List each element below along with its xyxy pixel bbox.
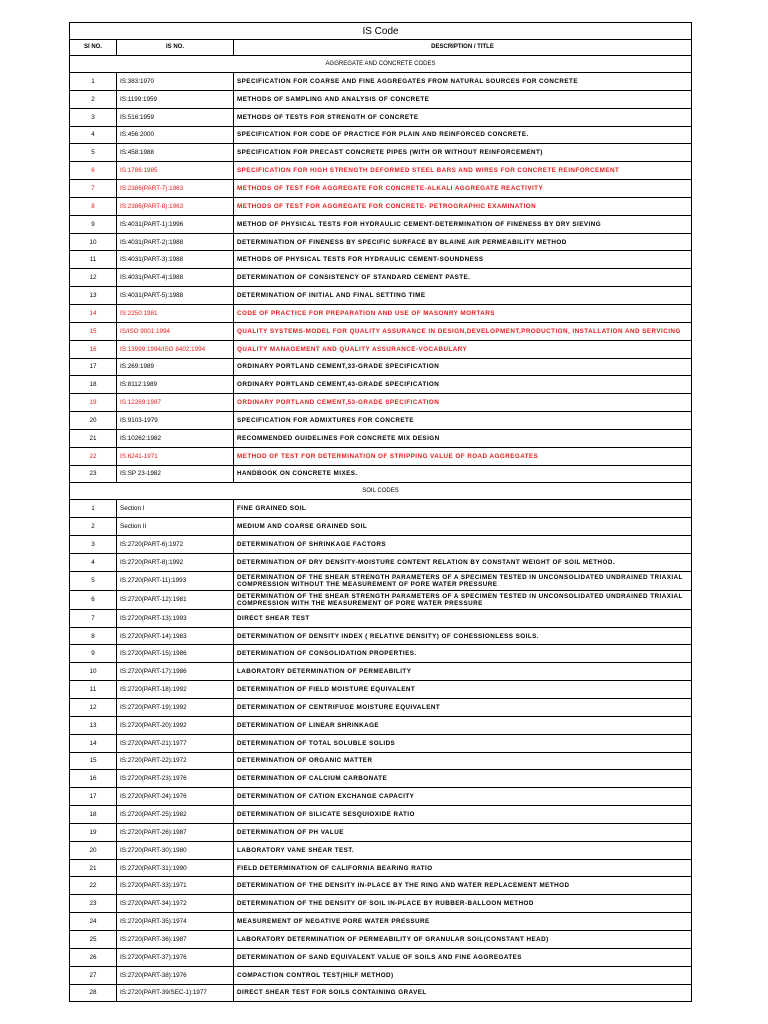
cell-description: DETERMINATION OF DENSITY INDEX ( RELATIVE DENSITY) OF COHESSIONLESS SOILS. [234, 627, 692, 645]
table-row [70, 627, 692, 645]
cell-description: METHODS OF SAMPLING AND ANALYSIS OF CONCRETE [234, 90, 692, 108]
cell-is-no: IS:9103-1979 [117, 412, 234, 430]
cell-is-no: IS:6241-1971 [117, 447, 234, 465]
table-row [70, 126, 692, 144]
cell-is-no: IS:2720(PART-6):1972 [117, 536, 234, 554]
cell-description: DETERMINATION OF SILICATE SESQUIOXIDE RATIO [234, 806, 692, 824]
table-row [70, 841, 692, 859]
cell-description: METHODS OF TEST FOR AGGREGATE FOR CONCRETE- PETROGRAPHIC EXAMINATION [234, 197, 692, 215]
cell-sl-no: 24 [70, 913, 117, 931]
table-row [70, 322, 692, 340]
cell-description: SPECIFICATION FOR CODE OF PRACTICE FOR PLAIN AND REINFORCED CONCRETE. [234, 126, 692, 144]
cell-sl-no: 23 [70, 895, 117, 913]
cell-sl-no: 13 [70, 287, 117, 305]
cell-is-no: IS:4031(PART-4):1988 [117, 269, 234, 287]
cell-is-no: IS:2720(PART-38):1976 [117, 966, 234, 984]
cell-description: CODE OF PRACTICE FOR PREPARATION AND USE OF MASONRY MORTARS [234, 304, 692, 322]
cell-description: LABORATORY VANE SHEAR TEST. [234, 841, 692, 859]
cell-sl-no: 22 [70, 877, 117, 895]
cell-description: DETERMINATION OF CONSISTENCY OF STANDARD CEMENT PASTE. [234, 269, 692, 287]
cell-sl-no: 1 [70, 500, 117, 518]
cell-description: DETERMINATION OF CENTRIFUGE MOISTURE EQUIVALENT [234, 699, 692, 717]
cell-sl-no: 5 [70, 144, 117, 162]
cell-description: DETERMINATION OF THE DENSITY OF SOIL IN-PLACE BY RUBBER-BALLOON METHOD [234, 895, 692, 913]
cell-sl-no: 15 [70, 322, 117, 340]
table-row [70, 233, 692, 251]
cell-sl-no: 10 [70, 663, 117, 681]
table-row [70, 108, 692, 126]
table-row [70, 500, 692, 518]
cell-is-no: IS:2720(PART-13):1993 [117, 609, 234, 627]
cell-description: SPECIFICATION FOR ADMIXTURES FOR CONCRETE [234, 412, 692, 430]
table-row [70, 895, 692, 913]
cell-is-no: IS:2720(PART-24):1976 [117, 788, 234, 806]
cell-is-no: IS:2720(PART-14):1983 [117, 627, 234, 645]
cell-sl-no: 7 [70, 180, 117, 198]
cell-is-no: IS:2720(PART-30):1980 [117, 841, 234, 859]
table-row [70, 571, 692, 590]
table-row [70, 609, 692, 627]
cell-is-no: IS:2720(PART-12):1981 [117, 590, 234, 609]
title-row [70, 23, 692, 40]
cell-sl-no: 20 [70, 841, 117, 859]
cell-is-no: IS:8112:1989 [117, 376, 234, 394]
table-row [70, 412, 692, 430]
table-row [70, 376, 692, 394]
cell-sl-no: 23 [70, 465, 117, 483]
page-title: IS Code [70, 23, 692, 40]
cell-description: QUALITY MANAGEMENT AND QUALITY ASSURANCE-VOCABULARY [234, 340, 692, 358]
cell-is-no: Section II [117, 518, 234, 536]
cell-description: MEDIUM AND COARSE GRAINED SOIL [234, 518, 692, 536]
cell-description: RECOMMENDED GUIDELINES FOR CONCRETE MIX DESIGN [234, 429, 692, 447]
cell-is-no: IS:4031(PART-5):1988 [117, 287, 234, 305]
cell-sl-no: 6 [70, 590, 117, 609]
is-code-table [69, 22, 692, 1002]
table-row [70, 197, 692, 215]
table-row [70, 590, 692, 609]
cell-sl-no: 19 [70, 823, 117, 841]
cell-description: DETERMINATION OF FINENESS BY SPECIFIC SURFACE BY BLAINE AIR PERMEABILITY METHOD [234, 233, 692, 251]
cell-sl-no: 19 [70, 394, 117, 412]
cell-sl-no: 12 [70, 699, 117, 717]
header-row [70, 40, 692, 56]
cell-description: DETERMINATION OF DRY DENSITY-MOISTURE CONTENT RELATION BY CONSTANT WEIGHT OF SOIL METHOD. [234, 553, 692, 571]
table-row [70, 752, 692, 770]
cell-sl-no: 8 [70, 197, 117, 215]
cell-sl-no: 7 [70, 609, 117, 627]
cell-description: DETERMINATION OF CALCIUM CARBONATE [234, 770, 692, 788]
table-row [70, 948, 692, 966]
table-row [70, 966, 692, 984]
cell-sl-no: 21 [70, 429, 117, 447]
cell-sl-no: 4 [70, 126, 117, 144]
table-row [70, 770, 692, 788]
cell-sl-no: 14 [70, 734, 117, 752]
cell-is-no: IS/ISO 9001:1994 [117, 322, 234, 340]
cell-description: DETERMINATION OF PH VALUE [234, 823, 692, 841]
section-title: AGGREGATE AND CONCRETE CODES [70, 56, 692, 73]
col-header-sl-no: Sl NO. [70, 40, 117, 56]
cell-is-no: IS:458:1988 [117, 144, 234, 162]
table-row [70, 536, 692, 554]
cell-sl-no: 17 [70, 358, 117, 376]
cell-is-no: IS:2720(PART-26):1987 [117, 823, 234, 841]
cell-description: DETERMINATION OF THE SHEAR STRENGTH PARAMETERS OF A SPECIMEN TESTED IN UNCONSOLIDATED UNDRAINED TRIAXIAL COMPRESSION WITHOUT THE MEASUREMENT OF PORE WATER PRESSURE [234, 571, 692, 590]
table-row [70, 269, 692, 287]
cell-description: LABORATORY DETERMINATION OF PERMEABILITY [234, 663, 692, 681]
cell-sl-no: 6 [70, 162, 117, 180]
cell-sl-no: 21 [70, 859, 117, 877]
cell-sl-no: 5 [70, 571, 117, 590]
section-header-row [70, 56, 692, 73]
cell-is-no: IS:2386(PART-8):1963 [117, 197, 234, 215]
cell-is-no: IS:1199:1959 [117, 90, 234, 108]
cell-description: DETERMINATION OF TOTAL SOLUBLE SOLIDS [234, 734, 692, 752]
cell-description: SPECIFICATION FOR HIGH STRENGTH DEFORMED STEEL BARS AND WIRES FOR CONCRETE REINFORCEMENT [234, 162, 692, 180]
cell-description: DETERMINATION OF FIELD MOISTURE EQUIVALENT [234, 681, 692, 699]
cell-sl-no: 12 [70, 269, 117, 287]
cell-is-no: IS:4031(PART-1):1996 [117, 215, 234, 233]
table-row [70, 681, 692, 699]
cell-sl-no: 8 [70, 627, 117, 645]
cell-is-no: IS:2720(PART-33):1971 [117, 877, 234, 895]
cell-is-no: IS:2720(PART-19):1992 [117, 699, 234, 717]
cell-description: DETERMINATION OF INITIAL AND FINAL SETTING TIME [234, 287, 692, 305]
cell-is-no: IS:2720(PART-8):1992 [117, 553, 234, 571]
cell-description: DETERMINATION OF LINEAR SHRINKAGE [234, 716, 692, 734]
cell-description: LABORATORY DETERMINATION OF PERMEABILITY OF GRANULAR SOIL(CONSTANT HEAD) [234, 930, 692, 948]
table-row [70, 699, 692, 717]
cell-sl-no: 16 [70, 770, 117, 788]
section-header-row [70, 483, 692, 500]
cell-sl-no: 3 [70, 108, 117, 126]
table-row [70, 788, 692, 806]
table-row [70, 447, 692, 465]
cell-is-no: IS:2720(PART-18):1992 [117, 681, 234, 699]
cell-sl-no: 28 [70, 984, 117, 1002]
col-header-is-no: IS NO. [117, 40, 234, 56]
cell-is-no: IS:2250:1981 [117, 304, 234, 322]
col-header-description: DESCRIPTION / TITLE [234, 40, 692, 56]
cell-description: SPECIFICATION FOR PRECAST CONCRETE PIPES (WITH OR WITHOUT REINFORCEMENT) [234, 144, 692, 162]
cell-is-no: IS:2720(PART-22):1972 [117, 752, 234, 770]
table-row [70, 734, 692, 752]
cell-sl-no: 3 [70, 536, 117, 554]
table-row [70, 340, 692, 358]
cell-sl-no: 14 [70, 304, 117, 322]
cell-is-no: IS:SP 23-1982 [117, 465, 234, 483]
cell-description: ORDINARY PORTLAND CEMENT,33-GRADE SPECIFICATION [234, 358, 692, 376]
cell-is-no: IS:2720(PART-11):1993 [117, 571, 234, 590]
table-row [70, 518, 692, 536]
cell-is-no: IS:2720(PART-25):1982 [117, 806, 234, 824]
table-row [70, 144, 692, 162]
cell-is-no: IS:2386(PART-7):1963 [117, 180, 234, 198]
table-row [70, 162, 692, 180]
cell-is-no: IS:2720(PART-35):1974 [117, 913, 234, 931]
cell-is-no: IS:2720(PART-36):1987 [117, 930, 234, 948]
cell-sl-no: 15 [70, 752, 117, 770]
cell-sl-no: 13 [70, 716, 117, 734]
cell-is-no: IS:13999:1994/ISO 8402:1994 [117, 340, 234, 358]
cell-sl-no: 18 [70, 376, 117, 394]
cell-sl-no: 10 [70, 233, 117, 251]
cell-sl-no: 9 [70, 645, 117, 663]
table-row [70, 394, 692, 412]
cell-description: METHODS OF PHYSICAL TESTS FOR HYDRAULIC CEMENT-SOUNDNESS [234, 251, 692, 269]
cell-is-no: IS:4031(PART-2):1988 [117, 233, 234, 251]
cell-description: METHOD OF TEST FOR DETERMINATION OF STRIPPING VALUE OF ROAD AGGREGATES [234, 447, 692, 465]
cell-description: FIELD DETERMINATION OF CALIFORNIA BEARING RATIO [234, 859, 692, 877]
table-row [70, 287, 692, 305]
cell-sl-no: 26 [70, 948, 117, 966]
cell-is-no: IS:1786:1985 [117, 162, 234, 180]
cell-is-no: IS:12269:1987 [117, 394, 234, 412]
cell-description: COMPACTION CONTROL TEST(HILF METHOD) [234, 966, 692, 984]
table-row [70, 877, 692, 895]
cell-is-no: IS:2720(PART-34):1972 [117, 895, 234, 913]
cell-description: DETERMINATION OF SAND EQUIVALENT VALUE OF SOILS AND FINE AGGREGATES [234, 948, 692, 966]
cell-description: DETERMINATION OF CONSOLIDATION PROPERTIES. [234, 645, 692, 663]
cell-sl-no: 9 [70, 215, 117, 233]
cell-sl-no: 4 [70, 553, 117, 571]
cell-description: METHODS OF TESTS FOR STRENGTH OF CONCRETE [234, 108, 692, 126]
section-title: SOIL CODES [70, 483, 692, 500]
cell-is-no: IS:4031(PART-3):1988 [117, 251, 234, 269]
cell-is-no: IS:10262:1982 [117, 429, 234, 447]
cell-description: ORDINARY PORTLAND CEMENT,53-GRADE SPECIFICATION [234, 394, 692, 412]
cell-is-no: IS:456:2000 [117, 126, 234, 144]
cell-description: ORDINARY PORTLAND CEMENT,43-GRADE SPECIFICATION [234, 376, 692, 394]
cell-description: DIRECT SHEAR TEST FOR SOILS CONTAINING GRAVEL [234, 984, 692, 1002]
cell-description: HANDBOOK ON CONCRETE MIXES. [234, 465, 692, 483]
cell-sl-no: 22 [70, 447, 117, 465]
table-row [70, 465, 692, 483]
cell-sl-no: 17 [70, 788, 117, 806]
cell-is-no: IS:2720(PART-17):1986 [117, 663, 234, 681]
table-row [70, 251, 692, 269]
cell-is-no: IS:2720(PART-31):1990 [117, 859, 234, 877]
cell-description: DETERMINATION OF ORGANIC MATTER [234, 752, 692, 770]
cell-is-no: Section I [117, 500, 234, 518]
cell-description: MEASUREMENT OF NEGATIVE PORE WATER PRESSURE [234, 913, 692, 931]
cell-description: DETERMINATION OF THE SHEAR STRENGTH PARAMETERS OF A SPECIMEN TESTED IN UNCONSOLIDATED UNDRAINED TRIAXIAL COMPRESSION WITH THE MEASUREMENT OF PORE WATER PRESSURE [234, 590, 692, 609]
cell-description: FINE GRAINED SOIL [234, 500, 692, 518]
cell-sl-no: 2 [70, 518, 117, 536]
cell-sl-no: 27 [70, 966, 117, 984]
cell-is-no: IS:2720(PART-23):1976 [117, 770, 234, 788]
table-row [70, 429, 692, 447]
cell-is-no: IS:2720(PART-15):1986 [117, 645, 234, 663]
cell-is-no: IS:2720(PART-20):1992 [117, 716, 234, 734]
cell-sl-no: 25 [70, 930, 117, 948]
table-row [70, 859, 692, 877]
cell-description: DETERMINATION OF CATION EXCHANGE CAPACITY [234, 788, 692, 806]
table-row [70, 716, 692, 734]
cell-description: METHOD OF PHYSICAL TESTS FOR HYDRAULIC CEMENT-DETERMINATION OF FINENESS BY DRY SIEVING [234, 215, 692, 233]
cell-is-no: IS:2720(PART-21):1977 [117, 734, 234, 752]
cell-is-no: IS:2720(PART-37):1976 [117, 948, 234, 966]
table-row [70, 806, 692, 824]
cell-description: DIRECT SHEAR TEST [234, 609, 692, 627]
table-row [70, 645, 692, 663]
table-row [70, 984, 692, 1002]
table-row [70, 304, 692, 322]
cell-sl-no: 1 [70, 73, 117, 91]
cell-is-no: IS:516:1959 [117, 108, 234, 126]
table-row [70, 553, 692, 571]
cell-sl-no: 11 [70, 681, 117, 699]
table-row [70, 930, 692, 948]
cell-sl-no: 2 [70, 90, 117, 108]
cell-is-no: IS:2720(PART-39/SEC-1):1977 [117, 984, 234, 1002]
cell-description: METHODS OF TEST FOR AGGREGATE FOR CONCRETE-ALKALI AGGREGATE REACTIVITY [234, 180, 692, 198]
table-row [70, 215, 692, 233]
cell-description: DETERMINATION OF THE DENSITY IN-PLACE BY THE RING AND WATER REPLACEMENT METHOD [234, 877, 692, 895]
cell-description: SPECIFICATION FOR COARSE AND FINE AGGREGATES FROM NATURAL SOURCES FOR CONCRETE [234, 73, 692, 91]
cell-sl-no: 11 [70, 251, 117, 269]
table-row [70, 358, 692, 376]
table-row [70, 73, 692, 91]
cell-sl-no: 18 [70, 806, 117, 824]
table-row [70, 913, 692, 931]
table-row [70, 823, 692, 841]
cell-sl-no: 20 [70, 412, 117, 430]
table-row [70, 180, 692, 198]
cell-sl-no: 16 [70, 340, 117, 358]
cell-description: QUALITY SYSTEMS-MODEL FOR QUALITY ASSURANCE IN DESIGN,DEVELOPMENT,PRODUCTION, INSTALLATION AND SERVICING [234, 322, 692, 340]
cell-description: DETERMINATION OF SHRINKAGE FACTORS [234, 536, 692, 554]
table-row [70, 663, 692, 681]
cell-is-no: IS:383:1970 [117, 73, 234, 91]
table-body [70, 23, 692, 1002]
cell-is-no: IS:269:1989 [117, 358, 234, 376]
table-row [70, 90, 692, 108]
